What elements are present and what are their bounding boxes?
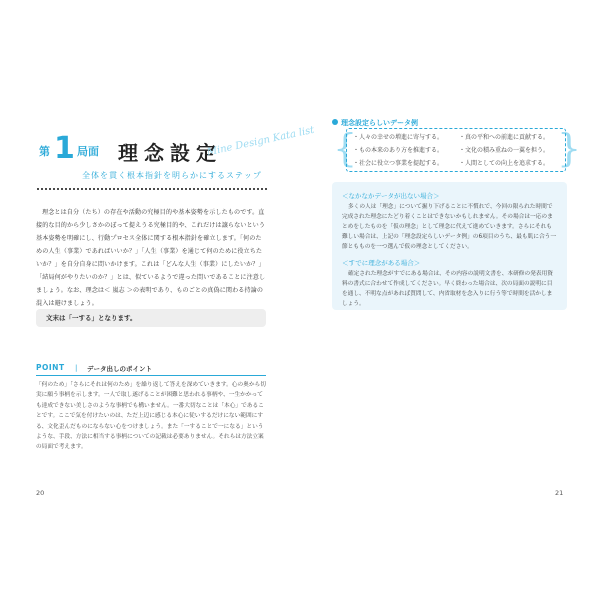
left-brace-icon: { xyxy=(333,126,358,170)
example-item: ・人間としての向上を追求する。 xyxy=(459,160,550,167)
body-text xyxy=(36,206,266,310)
example-item: ・真の平和への前進に貢献する。 xyxy=(459,134,550,141)
chapter-suffix: 局面 xyxy=(77,145,99,158)
note-box xyxy=(36,309,266,327)
example-item: ・文化の積み重ねの一翼を担う。 xyxy=(459,147,550,154)
point-text xyxy=(36,380,266,453)
dotted-divider xyxy=(37,188,267,190)
no-data-section-title: ＜なかなかデータが出ない場合＞ xyxy=(342,192,440,200)
body-paragraph: 理念とは自分（たち）の存在や活動の究極目的や基本姿勢を示したものです。直接的な目的から少しさかのぼって提えうる究極目的や、これだけは譲らないという基本姿勢を明確にし、行動プロセス全体に関する根本指針を確立します。「何のための人生（事業）であればいいか？」「人生（事業）を通じて何のために役立ちたいか？」を自分自身に問いかけます。これは「どんな人生（事業）にしたいか？」「結局何がやりたいのか？」とは、似ているようで違った問いであることに注意しましょう。なお、理念は＜ 嵐志 ＞の表明であり、ものごとの真偽に関わる持論の混入は避けましょう。 xyxy=(36,209,266,307)
no-data-section-text xyxy=(342,202,557,252)
chapter-title: 理念設定 xyxy=(118,141,222,165)
examples-heading-text: 理念設定らしいデータ例 xyxy=(341,119,418,127)
chapter-prefix: 第 xyxy=(39,145,50,158)
decorative-script-text: Mine Design Kata list xyxy=(206,124,316,159)
chapter-number: 1 xyxy=(54,131,75,166)
circle-bullet-icon xyxy=(332,119,338,125)
point-title: データ出しのポイント xyxy=(87,365,152,373)
example-item: ・もの本来のあり方を推進する。 xyxy=(353,147,444,154)
note-text: 文末は「一する」となります。 xyxy=(46,314,137,322)
point-label: POINT xyxy=(36,363,65,372)
example-item: ・人々の幸せの増進に寄与する。 xyxy=(353,134,444,141)
info-box xyxy=(332,182,567,310)
examples-box xyxy=(346,128,566,172)
existing-section-title: ＜すでに理念がある場合＞ xyxy=(342,259,421,267)
point-separator: | xyxy=(75,364,78,372)
right-brace-icon: } xyxy=(557,126,582,170)
example-item: ・社会に役立つ事業を提起する。 xyxy=(353,160,444,167)
no-data-paragraph: 多くの人は「理念」について掘り下げることに不慣れで、今回の限られた時間で完成された理念にたどり着くことはできないかもしれません。その場合は一応のまとめをしたものを「仮の理念」として理念に代えて進めていきます。さらにそれも難しい場合は、上記の「理念設定らしいデータ例」の6項目のうち、最も肌に合う一節ともものを一つ選んで仮の理念としてください。 xyxy=(342,204,557,250)
page-number-left: 20 xyxy=(36,489,45,497)
point-paragraph: 「何のため」「さらにそれは何のため」を繰り返して答えを深めていきます。心の奥から切実に願う事柄を示します。一人で取し遂げることが困難と思われる事柄や、一生かかっても達成できない美しさのような事柄でも構いません。一番大切なことは「本心」であることです。ここで気を付けたいのは、ただ上辺に感じる本心に従いするだけにない範囲にする、文化歪んだものにならない心をつけましょう。また「一することで一になる」というような、手段、方法に相当する事柄についての記載は必要ありません。それらは方法立案の局面で考えます。 xyxy=(36,382,266,451)
chapter-header xyxy=(36,124,316,166)
existing-section-text xyxy=(342,269,557,309)
point-header xyxy=(36,361,266,376)
existing-paragraph: 確定された理念がすでにある場合は、その内容の説明文書を、本研修の発表用資料の書式に合わせて作成してください。早く終わった場合は、次の局面の説明に目を通し、不明な点があれば質問して、内省取材を念入りに行う等で時間を活かしましょう。 xyxy=(342,271,553,307)
chapter-subtitle: 全体を貫く根本指針を明らかにするステップ xyxy=(82,171,262,180)
page-number-right: 21 xyxy=(555,489,564,497)
